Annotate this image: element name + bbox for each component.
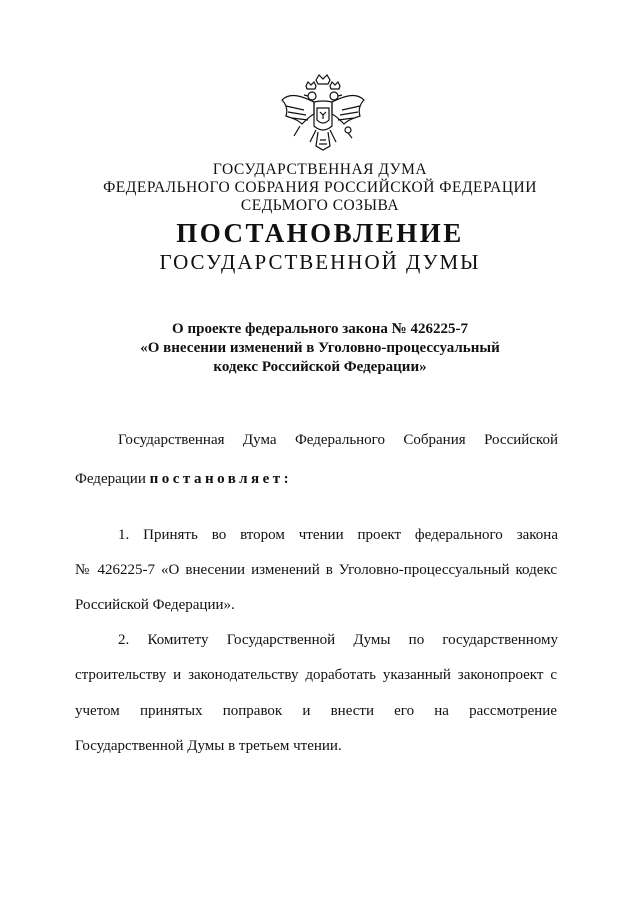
subject-line-2: «О внесении изменений в Уголовно-процессуальный [140,340,500,356]
document-title: ПОСТАНОВЛЕНИЕ [176,218,464,248]
item2-line-4: Государственной Думы в третьем чтении. [75,738,342,754]
header-line-duma: ГОСУДАРСТВЕННАЯ ДУМА [212,161,428,178]
header-line-convocation: СЕДЬМОГО СОЗЫВА [240,197,400,214]
resolves-keyword: постановляет: [149,471,293,487]
preamble-line-1: Государственная Дума Федерального Собрания Российской [118,432,558,448]
item1-line-3: Российской Федерации». [75,597,235,613]
item2-line-1: 2. Комитету Государственной Думы по государственному [118,632,558,648]
item1-line-1: 1. Принять во втором чтении проект федерального закона [118,527,558,543]
preamble-line-2 [75,471,292,488]
preamble-word-federation: Федерации [75,471,146,487]
document-subtitle: ГОСУДАРСТВЕННОЙ ДУМЫ [159,250,481,274]
item2-line-2: строительству и законодательству доработать указанный законопроект с [75,667,557,683]
subject-line-3: кодекс Российской Федерации» [213,359,427,375]
header-line-federal-assembly: ФЕДЕРАЛЬНОГО СОБРАНИЯ РОССИЙСКОЙ ФЕДЕРАЦИИ [103,179,537,196]
russian-coat-of-arms-icon [276,70,370,154]
item1-line-2: № 426225-7 «О внесении изменений в Уголовно-процессуальный кодекс [75,562,557,578]
item2-line-3: учетом принятых поправок и внести его на рассмотрение [75,703,557,719]
subject-line-1: О проекте федерального закона № 426225-7 [172,321,468,337]
